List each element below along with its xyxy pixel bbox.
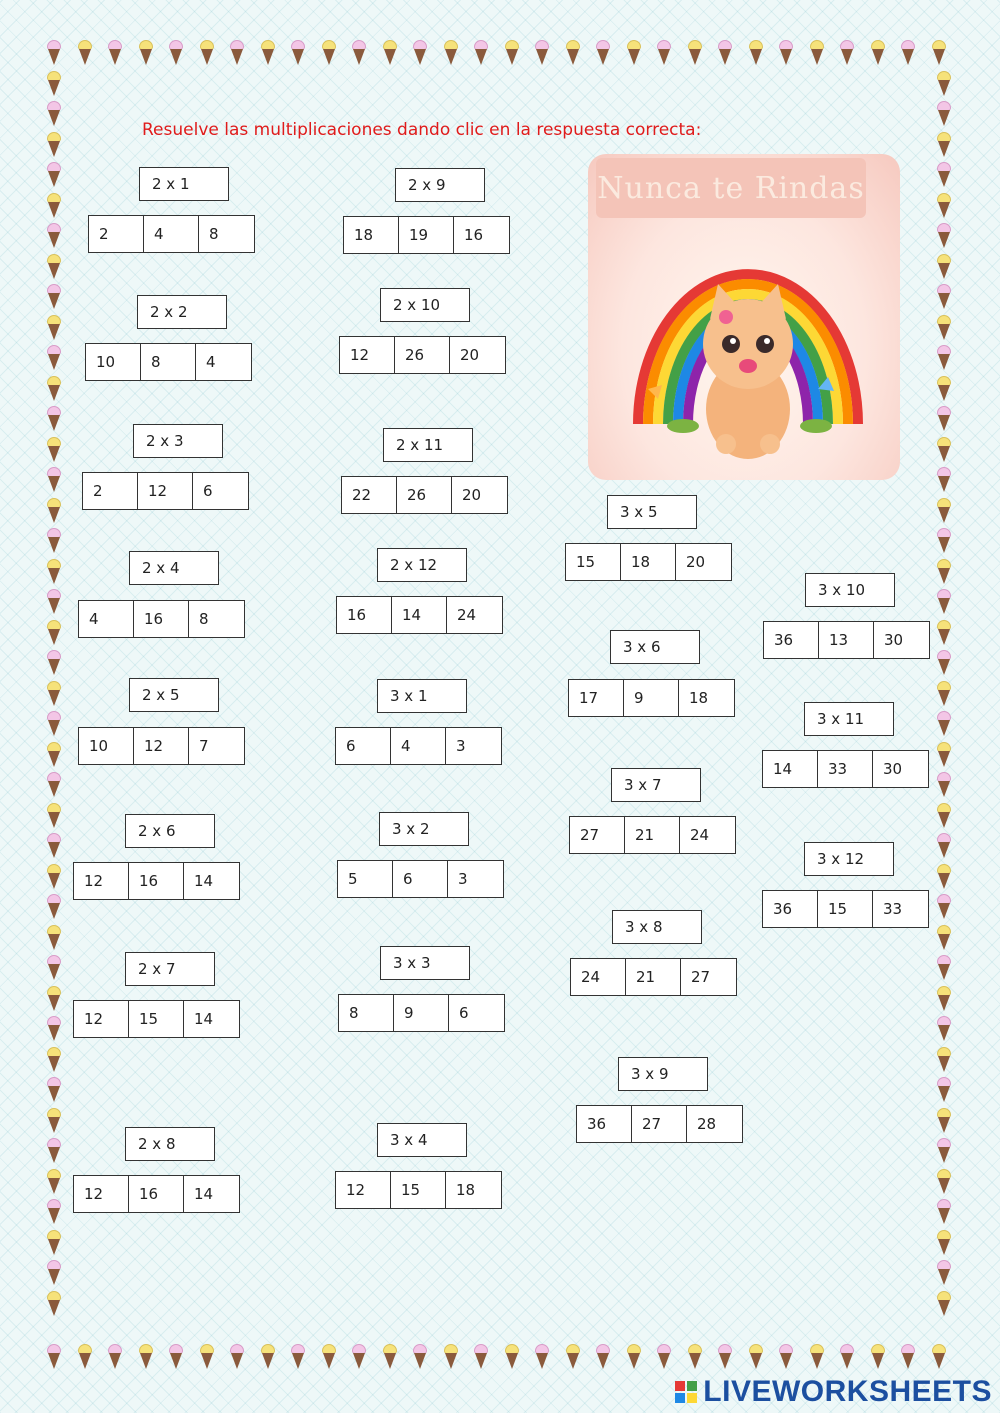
ice-cream-cone-icon <box>46 1077 62 1103</box>
ice-cream-cone-icon <box>936 681 952 707</box>
ice-cream-cone-icon <box>870 1344 886 1370</box>
answer-option[interactable]: 21 <box>626 959 681 995</box>
ice-cream-cone-icon <box>46 193 62 219</box>
ice-cream-cone-icon <box>46 437 62 463</box>
question-label: 3 x 2 <box>379 812 469 846</box>
answer-option[interactable]: 20 <box>462 486 482 504</box>
answer-option[interactable]: 15 <box>391 1172 446 1208</box>
ice-cream-cone-icon <box>936 986 952 1012</box>
ice-cream-cone-icon <box>936 1169 952 1195</box>
ice-cream-cone-icon <box>46 467 62 493</box>
ice-cream-cone-icon <box>936 162 952 188</box>
ice-cream-cone-icon <box>46 1199 62 1225</box>
ice-cream-cone-icon <box>936 864 952 890</box>
answer-option[interactable]: 4 <box>144 216 199 252</box>
ice-cream-cone-icon <box>46 955 62 981</box>
answer-options <box>568 679 735 717</box>
answer-option[interactable]: 6 <box>203 482 213 500</box>
ice-cream-cone-icon <box>504 40 520 66</box>
ice-cream-cone-icon <box>412 1344 428 1370</box>
ice-cream-cone-icon <box>936 650 952 676</box>
ice-cream-cone-icon <box>46 559 62 585</box>
answer-option[interactable]: 12 <box>74 1176 129 1212</box>
answer-option[interactable]: 4 <box>391 728 446 764</box>
answer-options <box>335 727 502 765</box>
answer-options <box>336 596 503 634</box>
ice-cream-cone-icon <box>77 40 93 66</box>
ice-cream-cone-icon <box>382 40 398 66</box>
answer-option[interactable]: 20 <box>460 346 480 364</box>
ice-cream-cone-icon <box>778 1344 794 1370</box>
ice-cream-cone-icon <box>412 40 428 66</box>
ice-cream-cone-icon <box>595 1344 611 1370</box>
answer-option[interactable]: 24 <box>571 959 626 995</box>
ice-cream-cone-icon <box>443 40 459 66</box>
answer-options <box>73 862 240 900</box>
ice-cream-cone-icon <box>46 1260 62 1286</box>
ice-cream-cone-icon <box>936 315 952 341</box>
answer-option[interactable]: 4 <box>79 601 134 637</box>
answer-option[interactable]: 5 <box>338 861 393 897</box>
ice-cream-cone-icon <box>936 1199 952 1225</box>
ice-cream-cone-icon <box>46 650 62 676</box>
ice-cream-cone-icon <box>656 40 672 66</box>
answer-option[interactable]: 26 <box>397 477 452 513</box>
question-label: 3 x 9 <box>618 1057 708 1091</box>
ice-cream-cone-icon <box>936 772 952 798</box>
answer-options <box>762 750 929 788</box>
ice-cream-cone-icon <box>936 1047 952 1073</box>
question-label: 2 x 1 <box>139 167 229 201</box>
ice-cream-cone-icon <box>138 1344 154 1370</box>
ice-cream-cone-icon <box>936 1077 952 1103</box>
ice-cream-cone-icon <box>321 40 337 66</box>
ice-cream-cone-icon <box>936 345 952 371</box>
ice-cream-cone-icon <box>138 40 154 66</box>
ice-cream-cone-icon <box>46 711 62 737</box>
answer-option[interactable]: 16 <box>129 1176 184 1212</box>
answer-option[interactable]: 10 <box>79 728 134 764</box>
answer-option[interactable]: 18 <box>456 1181 476 1199</box>
ice-cream-cone-icon <box>46 620 62 646</box>
answer-option[interactable]: 14 <box>194 872 214 890</box>
ice-cream-cone-icon <box>936 528 952 554</box>
ice-cream-cone-icon <box>717 40 733 66</box>
ice-cream-cone-icon <box>534 1344 550 1370</box>
ice-cream-cone-icon <box>77 1344 93 1370</box>
question-label: 3 x 6 <box>610 630 700 664</box>
brand-logo-icon <box>675 1381 697 1403</box>
ice-cream-cone-icon <box>46 681 62 707</box>
answer-option[interactable]: 16 <box>464 226 484 244</box>
ice-cream-cone-icon <box>936 223 952 249</box>
ice-cream-cone-icon <box>936 711 952 737</box>
ice-cream-cone-icon <box>321 1344 337 1370</box>
answer-option[interactable]: 30 <box>884 631 904 649</box>
ice-cream-cone-icon <box>46 254 62 280</box>
ice-cream-cone-icon <box>626 1344 642 1370</box>
question-label: 2 x 11 <box>383 428 473 462</box>
ice-cream-cone-icon <box>687 1344 703 1370</box>
ice-cream-cone-icon <box>46 1344 62 1370</box>
ice-cream-cone-icon <box>46 864 62 890</box>
question-label: 3 x 4 <box>377 1123 467 1157</box>
answer-option[interactable]: 27 <box>632 1106 687 1142</box>
answer-option[interactable]: 8 <box>339 995 394 1031</box>
ice-cream-cone-icon <box>936 894 952 920</box>
ice-cream-cone-icon <box>931 40 947 66</box>
answer-option[interactable]: 16 <box>337 597 392 633</box>
ice-cream-cone-icon <box>936 1230 952 1256</box>
ice-cream-cone-icon <box>46 528 62 554</box>
ice-cream-cone-icon <box>46 1138 62 1164</box>
answer-option[interactable]: 19 <box>399 217 454 253</box>
ice-cream-cone-icon <box>936 437 952 463</box>
answer-option[interactable]: 12 <box>138 473 193 509</box>
ice-cream-cone-icon <box>936 1260 952 1286</box>
question-label: 3 x 3 <box>380 946 470 980</box>
answer-option[interactable]: 33 <box>883 900 903 918</box>
ice-cream-cone-icon <box>936 71 952 97</box>
answer-option[interactable]: 21 <box>625 817 680 853</box>
answer-option[interactable]: 12 <box>134 728 189 764</box>
ice-cream-cone-icon <box>473 1344 489 1370</box>
ice-cream-cone-icon <box>199 40 215 66</box>
question-label: 3 x 7 <box>611 768 701 802</box>
answer-option[interactable]: 24 <box>690 826 710 844</box>
answer-option[interactable]: 9 <box>394 995 449 1031</box>
answer-option[interactable]: 7 <box>199 737 209 755</box>
ice-cream-cone-icon <box>46 1016 62 1042</box>
ice-cream-cone-icon <box>168 40 184 66</box>
question-label: 2 x 7 <box>125 952 215 986</box>
ice-cream-cone-icon <box>809 40 825 66</box>
ice-cream-cone-icon <box>351 1344 367 1370</box>
ice-cream-cone-icon <box>936 1016 952 1042</box>
ice-cream-cone-icon <box>46 223 62 249</box>
answer-options <box>343 216 510 254</box>
ice-cream-cone-icon <box>748 40 764 66</box>
answer-option[interactable]: 10 <box>86 344 141 380</box>
answer-options <box>339 336 506 374</box>
question-label: 2 x 6 <box>125 814 215 848</box>
answer-option[interactable]: 18 <box>689 689 709 707</box>
ice-cream-cone-icon <box>936 1291 952 1317</box>
ice-cream-cone-icon <box>46 803 62 829</box>
answer-option[interactable]: 24 <box>457 606 477 624</box>
question-label: 2 x 8 <box>125 1127 215 1161</box>
ice-cream-cone-icon <box>748 1344 764 1370</box>
answer-option[interactable]: 15 <box>566 544 621 580</box>
answer-option[interactable]: 6 <box>393 861 448 897</box>
answer-options <box>78 727 245 765</box>
ice-cream-cone-icon <box>46 132 62 158</box>
answer-option[interactable]: 4 <box>206 353 216 371</box>
ice-cream-cone-icon <box>839 40 855 66</box>
answer-option[interactable]: 14 <box>194 1010 214 1028</box>
answer-options <box>73 1175 240 1213</box>
ice-cream-cone-icon <box>936 589 952 615</box>
question-label: 2 x 4 <box>129 551 219 585</box>
instruction-text: Resuelve las multiplicaciones dando clic en la respuesta correcta: <box>142 120 702 140</box>
ice-cream-cone-icon <box>936 833 952 859</box>
answer-option[interactable]: 12 <box>340 337 395 373</box>
answer-option[interactable]: 26 <box>395 337 450 373</box>
answer-options <box>78 600 245 638</box>
ice-cream-cone-icon <box>46 894 62 920</box>
ice-cream-cone-icon <box>290 1344 306 1370</box>
answer-options <box>335 1171 502 1209</box>
ice-cream-cone-icon <box>900 1344 916 1370</box>
answer-options <box>85 343 252 381</box>
ice-cream-cone-icon <box>809 1344 825 1370</box>
ice-cream-cone-icon <box>107 1344 123 1370</box>
question-label: 2 x 2 <box>137 295 227 329</box>
ice-cream-cone-icon <box>229 40 245 66</box>
ice-cream-cone-icon <box>260 40 276 66</box>
answer-options <box>337 860 504 898</box>
ice-cream-cone-icon <box>936 101 952 127</box>
question-label: 2 x 3 <box>133 424 223 458</box>
answer-option[interactable]: 28 <box>697 1115 717 1133</box>
ice-cream-cone-icon <box>504 1344 520 1370</box>
ice-cream-cone-icon <box>839 1344 855 1370</box>
ice-cream-cone-icon <box>229 1344 245 1370</box>
liveworksheets-brand <box>675 1375 992 1409</box>
answer-option[interactable]: 13 <box>819 622 874 658</box>
ice-cream-cone-icon <box>936 1108 952 1134</box>
ice-cream-cone-icon <box>46 101 62 127</box>
answer-option[interactable]: 27 <box>570 817 625 853</box>
answer-option[interactable]: 2 <box>83 473 138 509</box>
answer-option[interactable]: 14 <box>763 751 818 787</box>
ice-cream-cone-icon <box>46 1291 62 1317</box>
answer-option[interactable]: 36 <box>764 622 819 658</box>
ice-cream-cone-icon <box>382 1344 398 1370</box>
answer-option[interactable]: 12 <box>74 863 129 899</box>
motivational-picture <box>588 154 900 480</box>
answer-option[interactable]: 8 <box>199 610 209 628</box>
picture-title: Nunca te Rindas <box>596 158 866 218</box>
ice-cream-cone-icon <box>565 1344 581 1370</box>
answer-option[interactable]: 8 <box>141 344 196 380</box>
answer-options <box>569 816 736 854</box>
ice-cream-cone-icon <box>46 284 62 310</box>
ice-cream-cone-icon <box>717 1344 733 1370</box>
question-label: 2 x 10 <box>380 288 470 322</box>
ice-cream-cone-icon <box>936 376 952 402</box>
ice-cream-cone-icon <box>46 986 62 1012</box>
ice-cream-cone-icon <box>46 40 62 66</box>
ice-cream-cone-icon <box>46 376 62 402</box>
ice-cream-cone-icon <box>46 498 62 524</box>
ice-cream-cone-icon <box>936 955 952 981</box>
ice-cream-cone-icon <box>936 498 952 524</box>
answer-option[interactable]: 16 <box>134 601 189 637</box>
answer-options <box>82 472 249 510</box>
ice-cream-cone-icon <box>534 40 550 66</box>
answer-options <box>762 890 929 928</box>
answer-option[interactable]: 18 <box>621 544 676 580</box>
ice-cream-cone-icon <box>46 742 62 768</box>
ice-cream-cone-icon <box>931 1344 947 1370</box>
answer-option[interactable]: 36 <box>763 891 818 927</box>
ice-cream-cone-icon <box>687 40 703 66</box>
ice-cream-cone-icon <box>936 467 952 493</box>
ice-cream-cone-icon <box>936 284 952 310</box>
ice-cream-cone-icon <box>46 1230 62 1256</box>
answer-option[interactable]: 14 <box>194 1185 214 1203</box>
answer-option[interactable]: 17 <box>569 680 624 716</box>
ice-cream-cone-icon <box>46 833 62 859</box>
answer-option[interactable]: 8 <box>209 225 219 243</box>
ice-cream-cone-icon <box>936 193 952 219</box>
answer-option[interactable]: 18 <box>344 217 399 253</box>
ice-cream-cone-icon <box>936 742 952 768</box>
ice-cream-cone-icon <box>936 132 952 158</box>
ice-cream-cone-icon <box>565 40 581 66</box>
answer-option[interactable]: 3 <box>456 737 466 755</box>
ice-cream-cone-icon <box>778 40 794 66</box>
answer-option[interactable]: 2 <box>89 216 144 252</box>
ice-cream-cone-icon <box>107 40 123 66</box>
answer-options <box>338 994 505 1032</box>
ice-cream-cone-icon <box>46 1108 62 1134</box>
question-label: 2 x 5 <box>129 678 219 712</box>
ice-cream-cone-icon <box>46 162 62 188</box>
answer-option[interactable]: 6 <box>459 1004 469 1022</box>
ice-cream-cone-icon <box>46 406 62 432</box>
answer-option[interactable]: 22 <box>342 477 397 513</box>
question-label: 3 x 11 <box>804 702 894 736</box>
ice-cream-cone-icon <box>443 1344 459 1370</box>
ice-cream-cone-icon <box>46 315 62 341</box>
answer-option[interactable]: 14 <box>392 597 447 633</box>
ice-cream-cone-icon <box>936 803 952 829</box>
ice-cream-cone-icon <box>595 40 611 66</box>
answer-options <box>341 476 508 514</box>
answer-option[interactable]: 30 <box>883 760 903 778</box>
answer-options <box>88 215 255 253</box>
ice-cream-cone-icon <box>46 345 62 371</box>
answer-option[interactable]: 9 <box>624 680 679 716</box>
answer-option[interactable]: 16 <box>129 863 184 899</box>
question-label: 3 x 8 <box>612 910 702 944</box>
answer-option[interactable]: 15 <box>818 891 873 927</box>
ice-cream-cone-icon <box>351 40 367 66</box>
answer-option[interactable]: 3 <box>458 870 468 888</box>
answer-option[interactable]: 6 <box>336 728 391 764</box>
ice-cream-cone-icon <box>936 925 952 951</box>
question-label: 3 x 10 <box>805 573 895 607</box>
brand-text: LIVEWORKSHEETS <box>703 1375 992 1408</box>
ice-cream-cone-icon <box>936 1138 952 1164</box>
answer-option[interactable]: 27 <box>691 968 711 986</box>
answer-option[interactable]: 12 <box>74 1001 129 1037</box>
ice-cream-cone-icon <box>900 40 916 66</box>
question-label: 3 x 5 <box>607 495 697 529</box>
answer-option[interactable]: 12 <box>336 1172 391 1208</box>
ice-cream-cone-icon <box>199 1344 215 1370</box>
answer-options <box>565 543 732 581</box>
ice-cream-cone-icon <box>46 1047 62 1073</box>
answer-options <box>576 1105 743 1143</box>
question-label: 2 x 9 <box>395 168 485 202</box>
ice-cream-cone-icon <box>936 620 952 646</box>
ice-cream-cone-icon <box>46 1169 62 1195</box>
answer-option[interactable]: 20 <box>686 553 706 571</box>
ice-cream-cone-icon <box>936 559 952 585</box>
answer-options <box>570 958 737 996</box>
ice-cream-cone-icon <box>168 1344 184 1370</box>
answer-options <box>73 1000 240 1038</box>
ice-cream-cone-icon <box>656 1344 672 1370</box>
question-label: 3 x 1 <box>377 679 467 713</box>
ice-cream-cone-icon <box>260 1344 276 1370</box>
ice-cream-cone-icon <box>46 772 62 798</box>
answer-options <box>763 621 930 659</box>
answer-option[interactable]: 15 <box>129 1001 184 1037</box>
ice-cream-cone-icon <box>936 254 952 280</box>
answer-option[interactable]: 33 <box>818 751 873 787</box>
ice-cream-cone-icon <box>870 40 886 66</box>
ice-cream-cone-icon <box>290 40 306 66</box>
ice-cream-cone-icon <box>46 71 62 97</box>
ice-cream-cone-icon <box>473 40 489 66</box>
ice-cream-cone-icon <box>46 925 62 951</box>
ice-cream-cone-icon <box>936 406 952 432</box>
rainbow-kitten-illustration <box>588 154 900 480</box>
ice-cream-cone-icon <box>46 589 62 615</box>
question-label: 2 x 12 <box>377 548 467 582</box>
ice-cream-cone-icon <box>626 40 642 66</box>
question-label: 3 x 12 <box>804 842 894 876</box>
answer-option[interactable]: 36 <box>577 1106 632 1142</box>
